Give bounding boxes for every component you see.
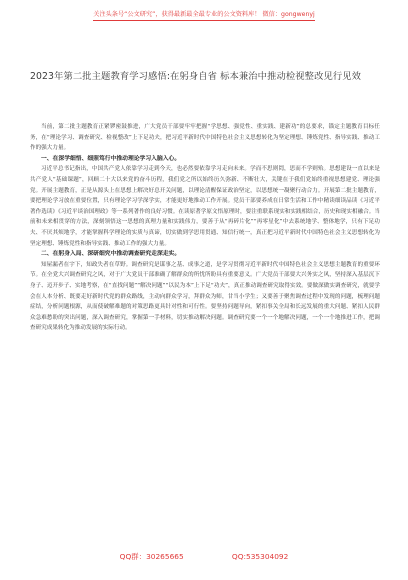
banner-text[interactable]: 关注头条号“公文研究”，获得最新最全最专业的公文资料库！ 微信：gongwenyj: [93, 11, 315, 21]
contact-footer: [0, 544, 408, 564]
body-paragraph: 习近平总书记指出，中国共产党人依靠学习走到今天，也必然要依靠学习走向未来。学而不思则罔，思而不学则殆。思想建设一直以来是共产党人“基础课题”，回顾二十大以来党的奋斗历程，我们党之所以始终历久弥新、不断壮大，关键在于我们党始终重视思想建党、理论强党。开展主题教育，正是从源头上在思想上解决好总开关问题，以理论清醒保证政治坚定，以思想统一凝聚行动合力。开展第二批主题教育，要把理论学习放在重要位置，只有理论学习学深学实，才能更好地推动工作开展。党员干部要养成在日常生活和工作中精读细读品读《习近平著作选读》《习近平谈治国理政》等一系列著作的良好习惯。在读原著学原文悟原理时，要注重联系现实和实践相结合，历史和现实相融合。当前和未来相贯穿的方法，深刻领悟这一思想的真理力量和实践伟力，要善于从“再碎片化”“再零星化”中去系统地学、整体地学，只有下足功夫、不厌其烦地学，才能掌握科学理论的实质与真谛，切实做到学思用贯通、知信行统一，真正把习近平新时代中国特色社会主义思想转化为坚定理想、锤炼党性和指导实践、推动工作的强大力量。: [30, 166, 380, 247]
section-heading: 一、在深学细悟、细照笃行中推动理论学习入脑入心。: [41, 155, 181, 162]
body-paragraph: 当前，第二批主题教育正紧锣密鼓推进，广大党员干部要牢牢把握“学思想、强党性、重实践、建新功”的总要求，锚定主题教育目标任务，在“理论学习、调查研究、检视整改”上下足功夫，把习近平新时代中国特色社会主义思想转化为坚定理想、锤炼党性、指导实践、推动工作的强大力量。: [30, 124, 380, 152]
document-body: [30, 122, 380, 542]
body-paragraph: 知屋漏者在宇下，知政失者在草野。调查研究是谋事之基、成事之道，是学习贯彻习近平新时代中国特色社会主义思想主题教育的重要环节。在全党大兴调查研究之风，对于广大党员干部准确了解群众的所忧所盼具有重要意义。广大党员干部要大兴务实之风，坚持深入基层沉下身子、迈开步子、实地考察，在“直找问题”“解决问题”“以民为本”上下足“功夫”，真正推动调查研究取得实效。要做深做实调查研究，就要学会在人本分析、既要走好新时代党的群众路线，主动向群众学习，拜群众为师，甘当小学生；又要善于聚焦调查过程中发现的问题，梳理问题症结，分析问题根源，从而使破解难题的对策思路更具针对性和可行性。要坚持问题导向，紧扣事关全局和长远发展的重大问题、紧扣人民群众急难愁盼的突出问题，深入调查研究，掌握第一手材料，切实推动解决问题。调查研究要一个一个地解决问题，一个一个地推进工作，把调查研究成果转化为推动发展的实际行动。: [30, 261, 380, 332]
qq-group-text: QQ群：30265665: [119, 552, 184, 561]
qq-text: QQ:535304092: [231, 552, 289, 561]
section-heading: 二、在躬身入局、深研细究中推动调查研究走深走实。: [41, 251, 181, 258]
document-title: 2023年第二批主题教育学习感悟:在躬身自省 标本兼治中推动检视整改见行见效: [30, 71, 362, 82]
top-banner: [0, 0, 408, 34]
